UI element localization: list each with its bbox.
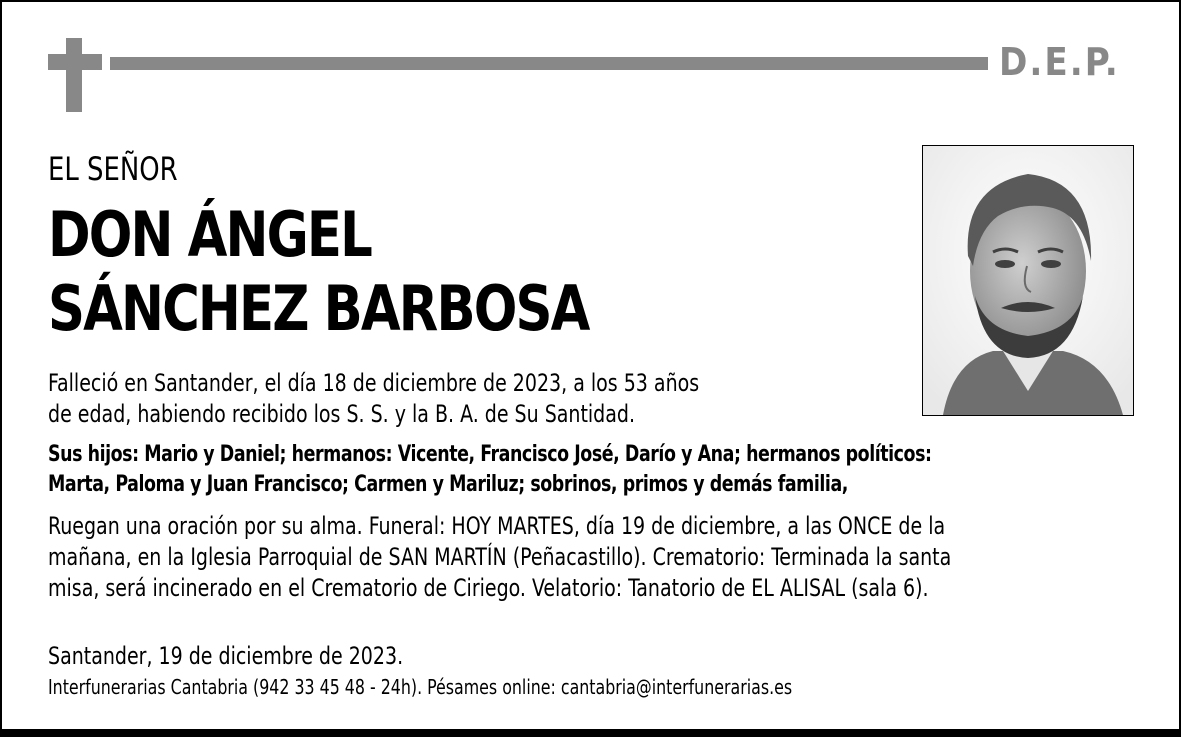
family-line-1: Sus hijos: Mario y Daniel; hermanos: Vicente, Francisco José, Darío y Ana; hermanos políticos: [48, 442, 932, 467]
name-line-1: DON ÁNGEL [48, 198, 372, 271]
deceased-name [48, 198, 589, 346]
deceased-line-1: Falleció en Santander, el día 18 de diciembre de 2023, a los 53 años [48, 369, 700, 397]
header-rule [110, 57, 988, 70]
dep-label: D.E.P. [999, 40, 1120, 84]
funeral-home-contact: Interfunerarias Cantabria (942 33 45 48 - 24h). Pésames online: cantabria@interfunerarias.es [48, 675, 793, 699]
family-list [48, 440, 1139, 500]
honorific: EL SEÑOR [48, 150, 178, 188]
portrait-illustration [923, 146, 1133, 415]
ceremony-line-2: mañana, en la Iglesia Parroquial de SAN MARTÍN (Peñacastillo). Crematorio: Terminada la santa [48, 543, 952, 571]
name-line-2: SÁNCHEZ BARBOSA [48, 272, 589, 345]
dateline: Santander, 19 de diciembre de 2023. [48, 642, 404, 670]
cross-icon [48, 38, 102, 112]
family-line-2: Marta, Paloma y Juan Francisco; Carmen y Mariluz; sobrinos, primos y demás familia, [48, 472, 848, 497]
ceremony-details [48, 511, 1139, 604]
ceremony-line-1: Ruegan una oración por su alma. Funeral: HOY MARTES, día 19 de diciembre, a las ONCE de la [48, 512, 946, 540]
ceremony-line-3: misa, será incinerado en el Crematorio de Ciriego. Velatorio: Tanatorio de EL ALISAL (sala 6). [48, 574, 929, 602]
deceased-line-2: de edad, habiendo recibido los S. S. y la B. A. de Su Santidad. [48, 400, 635, 428]
deceased-details [48, 368, 808, 430]
portrait-photo [922, 145, 1134, 416]
